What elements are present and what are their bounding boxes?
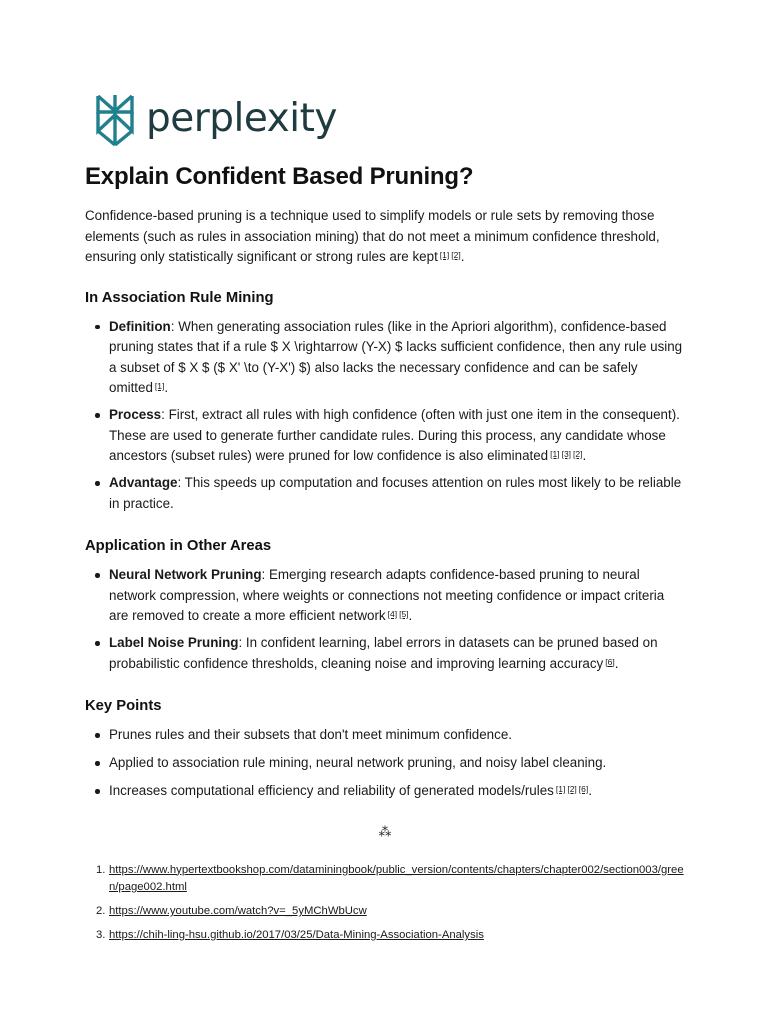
item-end: . <box>582 448 587 463</box>
reference-item <box>85 927 685 945</box>
item-text: Prunes rules and their subsets that don't meet minimum confidence. <box>109 727 512 742</box>
item-end: . <box>614 655 619 671</box>
item-text: Increases computational efficiency and reliability of generated models/rules <box>109 783 554 798</box>
section-heading: Key Points <box>85 698 162 714</box>
section-heading: In Association Rule Mining <box>85 289 274 306</box>
citation[interactable]: [2] <box>567 784 577 794</box>
article <box>85 160 685 951</box>
reference-number: 1. <box>96 863 106 876</box>
intro-end: . <box>460 249 465 264</box>
term: Process <box>109 407 162 422</box>
perplexity-logo-icon <box>93 93 137 147</box>
citation[interactable]: [4] <box>387 609 398 619</box>
brand-logo <box>93 93 337 147</box>
term: Neural Network Pruning <box>109 567 262 582</box>
list-item <box>85 725 685 746</box>
references-list <box>85 862 685 945</box>
section-list <box>85 565 685 674</box>
citation[interactable]: [2] <box>451 250 461 260</box>
item-text: : When generating association rules (like in the Apriori algorithm), confidence-based pruning states that if a rule $ X \rightarrow (Y-X) $ lacks sufficient confidence, then any rule using a subset of $ X $ ($ X' \to (Y-X') $) also lacks the necessary confidence and can be safely omitted <box>109 318 683 395</box>
reference-item <box>85 903 685 921</box>
term: Advantage <box>109 475 178 490</box>
reference-number: 3. <box>96 929 106 941</box>
list-item <box>85 753 685 774</box>
intro-paragraph <box>85 206 685 268</box>
reference-link[interactable]: https://chih-ling-hsu.github.io/2017/03/25/Data-Mining-Association-Analysis <box>109 929 484 941</box>
item-end: . <box>588 783 592 798</box>
brand-name: perplexity <box>146 95 337 141</box>
list-item <box>85 633 685 674</box>
item-text: : In confident learning, label errors in datasets can be pruned based on probabilistic confidence thresholds, cleaning noise and improving learning accuracy <box>109 635 658 671</box>
citation[interactable]: [1] <box>550 449 560 459</box>
citation[interactable]: [3] <box>561 449 572 459</box>
item-text: : First, extract all rules with high confidence (often with just one item in the consequent). These are used to generate further candidate rules. During this process, any candidate whose ancestors (subset rules) were pruned for low confidence is also eliminated <box>109 407 680 463</box>
section-list <box>85 725 685 802</box>
citation[interactable]: [1] <box>555 784 566 794</box>
section-divider: ⁂ <box>378 823 392 839</box>
list-item <box>85 781 685 802</box>
term: Label Noise Pruning <box>109 635 239 650</box>
citation[interactable]: [1] <box>439 250 450 260</box>
item-end: . <box>164 380 169 395</box>
page-title: Explain Confident Based Pruning? <box>85 163 474 190</box>
section-heading: Application in Other Areas <box>85 538 272 554</box>
reference-item <box>85 862 685 897</box>
reference-link[interactable]: https://www.hypertextbookshop.com/dataminingbook/public_version/contents/chapters/chapter002/section003/green/page002.html <box>109 863 684 893</box>
list-item <box>85 405 685 467</box>
item-text: Applied to association rule mining, neural network pruning, and noisy label cleaning. <box>109 755 607 770</box>
intro-text: Confidence-based pruning is a technique used to simplify models or rule sets by removing those elements (such as rules in association mining) that do not meet a minimum confidence threshold, ensuring only statistically significant or strong rules are kept <box>85 208 660 264</box>
citation[interactable]: [5] <box>399 609 409 619</box>
term: Definition <box>109 318 171 334</box>
citation[interactable]: [6] <box>578 784 589 794</box>
item-end: . <box>408 608 413 623</box>
list-item <box>85 473 685 514</box>
citation[interactable]: [2] <box>573 449 583 459</box>
reference-link[interactable]: https://www.youtube.com/watch?v=_5yMChWbUcw <box>109 905 367 917</box>
list-item <box>85 317 685 399</box>
item-text: : This speeds up computation and focuses attention on rules most likely to be reliable in practice. <box>109 475 682 511</box>
citation[interactable]: [6] <box>605 656 615 667</box>
section-list <box>85 317 685 515</box>
citation[interactable]: [1] <box>154 381 165 391</box>
item-text: : Emerging research adapts confidence-based pruning to neural network compression, where weights or connections not meeting confidence or impact criteria are removed to create a more efficient network <box>109 567 665 623</box>
reference-number: 2. <box>96 905 106 917</box>
list-item <box>85 565 685 627</box>
